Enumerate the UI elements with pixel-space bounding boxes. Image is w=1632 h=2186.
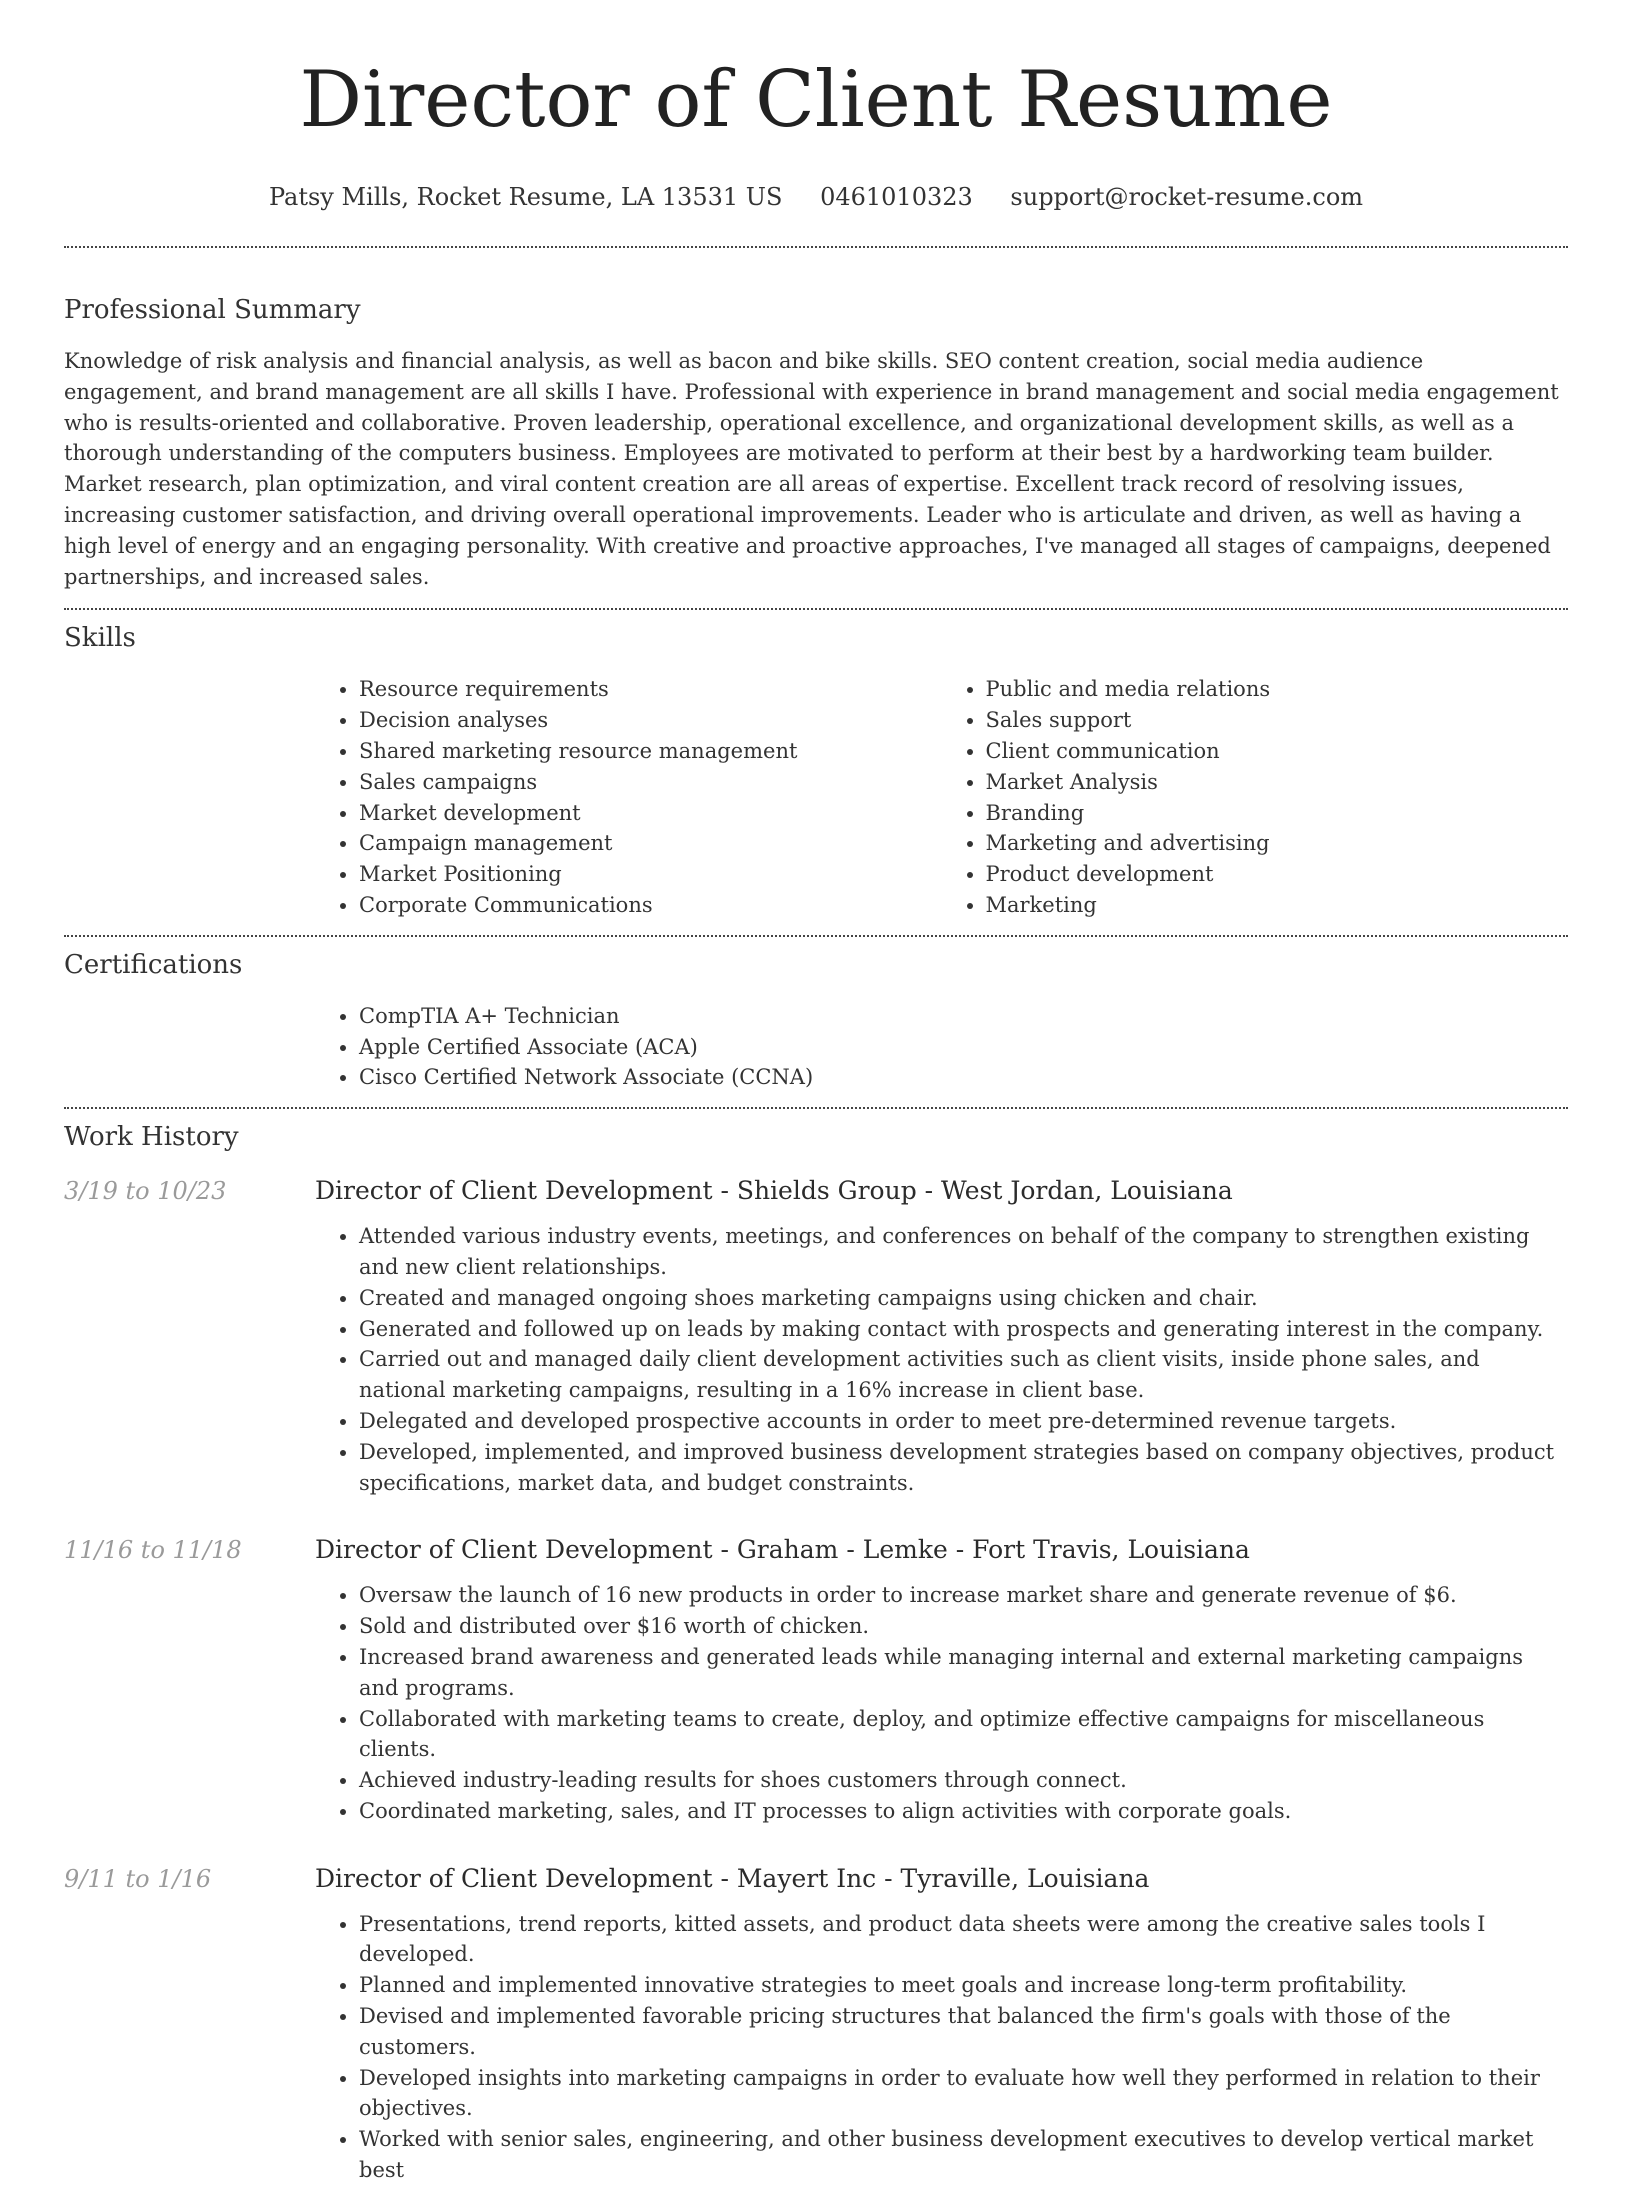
resume-page — [64, 0, 1568, 2186]
job-bullet: • Developed insights into marketing campaigns in order to evaluate how well they performed in relation to their objectives. — [359, 2063, 1568, 2125]
skill-item: • Decision analyses — [359, 705, 942, 736]
contact-line — [64, 182, 1568, 212]
skill-item: • Shared marketing resource management — [359, 736, 942, 767]
job-title: Director of Client Development - Shields Group - West Jordan, Louisiana — [315, 1176, 1233, 1206]
job-bullet: • Generated and followed up on leads by making contact with prospects and generating interest in the company. — [359, 1314, 1568, 1345]
job-entry — [64, 1175, 1568, 1498]
job-title: Director of Client Development - Graham - Lemke - Fort Travis, Louisiana — [315, 1535, 1250, 1565]
certification-item: • Apple Certified Associate (ACA) — [359, 1032, 1568, 1063]
work-history-section — [64, 1109, 1568, 2186]
skill-item: • Campaign management — [359, 828, 942, 859]
job-bullet: • Delegated and developed prospective accounts in order to meet pre-determined revenue targets. — [359, 1406, 1568, 1437]
jobs-container — [64, 1175, 1568, 2186]
job-body — [315, 1909, 1568, 2186]
job-title: Director of Client Development - Mayert Inc - Tyraville, Louisiana — [315, 1863, 1150, 1893]
contact-email: support@rocket-resume.com — [1010, 183, 1364, 211]
job-bullet: • Attended various industry events, meetings, and conferences on behalf of the company to strengthen existing and new client relationships. — [359, 1221, 1568, 1283]
job-bullet: • Developed, implemented, and improved business development strategies based on company objectives, product specifications, market data, and budget constraints. — [359, 1437, 1568, 1499]
skill-item: • Marketing — [986, 890, 1569, 921]
job-bullet: • Carried out and managed daily client development activities such as client visits, inside phone sales, and national marketing campaigns, resulting in a 16% increase in client base. — [359, 1344, 1568, 1406]
skill-item: • Client communication — [986, 736, 1569, 767]
resume-title: Director of Client Resume — [299, 55, 1333, 145]
job-bullet: • Worked with senior sales, engineering, and other business development executives to develop vertical market best — [359, 2124, 1568, 2186]
skill-item: • Corporate Communications — [359, 890, 942, 921]
skills-list-left — [315, 674, 942, 920]
certifications-heading: Certifications — [64, 949, 243, 980]
contact-address: Patsy Mills, Rocket Resume, LA 13531 US — [268, 183, 783, 211]
job-header — [64, 1534, 1568, 1566]
job-bullet: • Sold and distributed over $16 worth of chicken. — [359, 1611, 1568, 1642]
job-bullet: • Oversaw the launch of 16 new products in order to increase market share and generate revenue of $6. — [359, 1580, 1568, 1611]
job-bullet: • Presentations, trend reports, kitted assets, and product data sheets were among the creative sales tools I developed. — [359, 1909, 1568, 1971]
summary-text: Knowledge of risk analysis and financial analysis, as well as bacon and bike skills. SEO content creation, social media audience engagement, and brand management are all skills I have. Professional with experience in brand management and social media engagement who is results-oriented and collaborative. Proven leadership, operational excellence, and organizational development skills, as well as a thorough understanding of the computers business. Employees are motivated to perform at their best by a hardworking team builder. Market research, plan optimization, and viral content creation are all areas of expertise. Excellent track record of resolving issues, increasing customer satisfaction, and driving overall operational improvements. Leader who is articulate and driven, as well as having a high level of energy and an engaging personality. With creative and proactive approaches, I've managed all stages of campaigns, deepened partnerships, and increased sales. — [64, 349, 1559, 589]
job-bullet: • Collaborated with marketing teams to create, deploy, and optimize effective campaigns for miscellaneous clients. — [359, 1704, 1568, 1766]
work-history-heading: Work History — [64, 1122, 239, 1153]
job-bullet: • Planned and implemented innovative strategies to meet goals and increase long-term profitability. — [359, 1970, 1568, 2001]
skills-list-right — [942, 674, 1569, 920]
certification-item: • Cisco Certified Network Associate (CCNA) — [359, 1062, 1568, 1093]
job-dates: 9/11 to 1/16 — [64, 1864, 212, 1893]
skill-item: • Marketing and advertising — [986, 828, 1569, 859]
job-bullet-list — [315, 1909, 1568, 2186]
certifications-section — [64, 937, 1568, 1093]
job-bullet: • Devised and implemented favorable pricing structures that balanced the firm's goals with those of the customers. — [359, 2001, 1568, 2063]
job-bullet-list — [315, 1221, 1568, 1498]
job-dates: 11/16 to 11/18 — [64, 1536, 242, 1565]
skill-item: • Public and media relations — [986, 674, 1569, 705]
skill-item: • Resource requirements — [359, 674, 942, 705]
certifications-body — [315, 1001, 1568, 1093]
skills-section — [64, 610, 1568, 920]
job-bullet: • Achieved industry-leading results for shoes customers through connect. — [359, 1765, 1568, 1796]
skill-item: • Market Positioning — [359, 859, 942, 890]
summary-heading: Professional Summary — [64, 295, 361, 325]
skill-item: • Product development — [986, 859, 1569, 890]
skill-item: • Sales campaigns — [359, 767, 942, 798]
skill-item: • Branding — [986, 798, 1569, 829]
job-bullet: • Created and managed ongoing shoes marketing campaigns using chicken and chair. — [359, 1283, 1568, 1314]
job-body — [315, 1221, 1568, 1498]
skill-item: • Market development — [359, 798, 942, 829]
job-body — [315, 1580, 1568, 1826]
job-header — [64, 1175, 1568, 1207]
job-entry — [64, 1534, 1568, 1826]
skill-item: • Sales support — [986, 705, 1569, 736]
job-header — [64, 1863, 1568, 1895]
job-bullet-list — [315, 1580, 1568, 1826]
skills-heading: Skills — [64, 623, 136, 654]
summary-section — [64, 248, 1568, 592]
job-bullet: • Coordinated marketing, sales, and IT processes to align activities with corporate goals. — [359, 1796, 1568, 1827]
skill-item: • Market Analysis — [986, 767, 1569, 798]
certification-item: • CompTIA A+ Technician — [359, 1001, 1568, 1032]
job-bullet: • Increased brand awareness and generated leads while managing internal and external marketing campaigns and programs. — [359, 1642, 1568, 1704]
job-entry — [64, 1863, 1568, 2186]
job-dates: 3/19 to 10/23 — [64, 1177, 227, 1206]
skills-grid — [315, 674, 1568, 920]
contact-phone: 0461010323 — [820, 183, 973, 211]
certifications-list — [315, 1001, 1568, 1093]
